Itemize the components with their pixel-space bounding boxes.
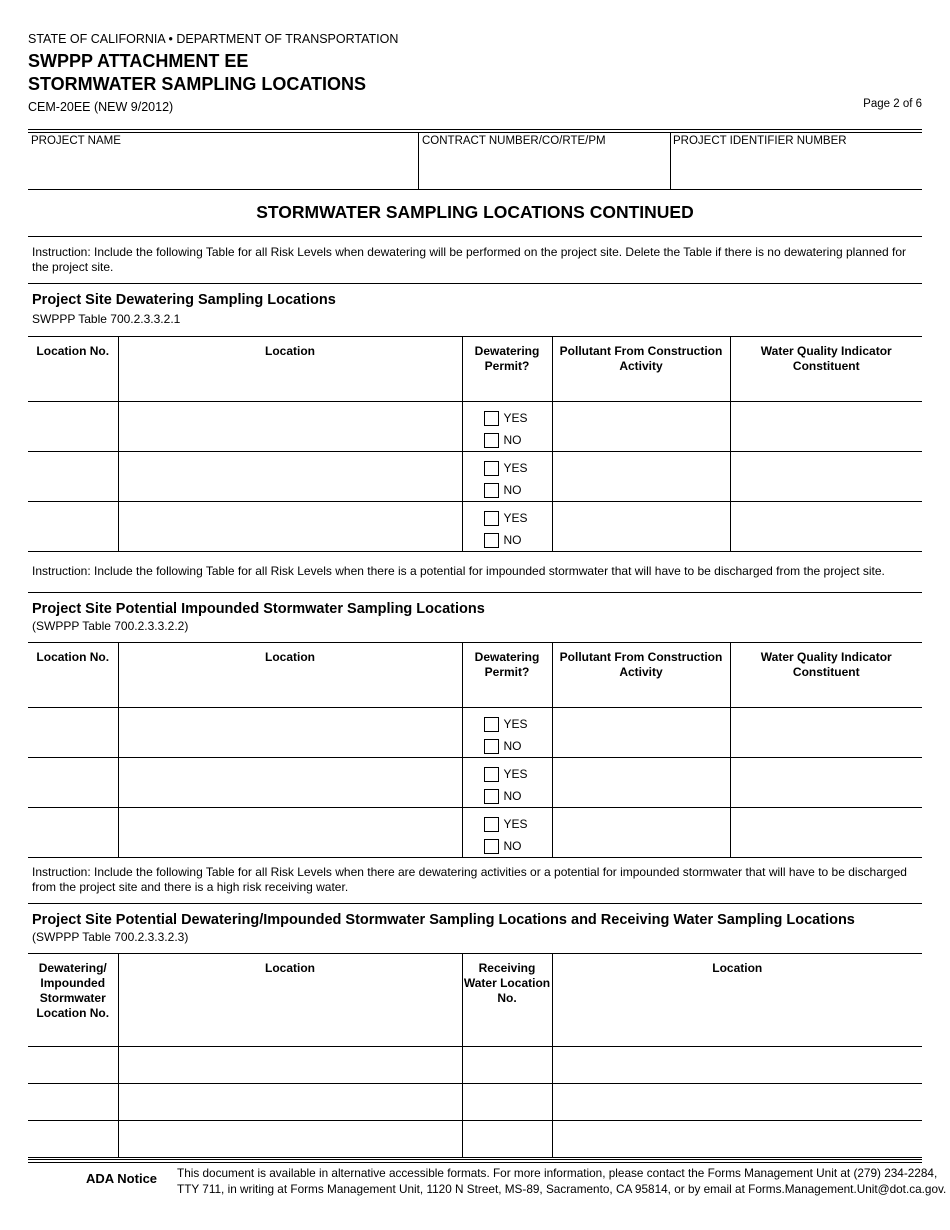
table-row (28, 1084, 922, 1121)
no-checkbox[interactable] (484, 789, 499, 804)
table-row (28, 1047, 922, 1084)
ada-notice-text (177, 1166, 946, 1197)
yes-checkbox[interactable] (484, 511, 499, 526)
checkbox-label: NO (503, 483, 522, 497)
cell-input[interactable] (552, 452, 730, 502)
cell-input[interactable] (28, 402, 118, 452)
table1-title: Project Site Dewatering Sampling Locations (32, 292, 336, 308)
checkbox-label: YES (503, 461, 528, 475)
cell-input[interactable] (730, 402, 922, 452)
col-pollutant: Pollutant From Construction Activity (552, 337, 730, 402)
cell-input[interactable] (462, 1047, 552, 1084)
col-location: Location (118, 954, 462, 1047)
ada-notice-label: ADA Notice (86, 1171, 158, 1186)
checkbox-label: YES (503, 511, 528, 525)
table-row (28, 758, 922, 808)
divider (418, 132, 419, 190)
agency-line: STATE OF CALIFORNIA • DEPARTMENT OF TRANSPORTATION (28, 32, 399, 46)
table2-title: Project Site Potential Impounded Stormwater Sampling Locations (32, 601, 485, 617)
checkbox-label: NO (503, 839, 522, 853)
table1-subtitle: SWPPP Table 700.2.3.3.2.1 (32, 312, 181, 326)
ada-line-2: TTY 711, in writing at Forms Management Unit, 1120 N Street, MS-89, Sacramento, CA 95814, or by email at Forms.Management.Unit@dot.ca.gov. (177, 1181, 947, 1196)
checkbox-label: NO (503, 533, 522, 547)
divider (28, 132, 922, 133)
divider (28, 592, 922, 593)
cell-input[interactable] (118, 1121, 462, 1158)
divider (670, 132, 671, 190)
page-number: Page 2 of 6 (863, 98, 922, 110)
col-receiving-water-location-no: Receiving Water Location No. (462, 954, 552, 1047)
table2-subtitle: (SWPPP Table 700.2.3.3.2.2) (32, 619, 189, 633)
col-dewatering-location-no: Dewatering/ Impounded Stormwater Location No. (28, 954, 118, 1047)
cell-input[interactable] (118, 402, 462, 452)
cell-input[interactable] (462, 1084, 552, 1121)
form-title: SWPPP ATTACHMENT EE (28, 51, 249, 71)
cell-input[interactable] (118, 808, 462, 858)
no-checkbox[interactable] (484, 483, 499, 498)
cell-input[interactable] (28, 452, 118, 502)
section-title: STORMWATER SAMPLING LOCATIONS CONTINUED (256, 202, 694, 222)
cell-input[interactable] (462, 1121, 552, 1158)
table-row (28, 1121, 922, 1158)
cell-input[interactable] (552, 708, 730, 758)
cell-input[interactable] (730, 808, 922, 858)
col-location-no: Location No. (28, 643, 118, 708)
form-subtitle: STORMWATER SAMPLING LOCATIONS (28, 74, 366, 94)
col-location-no: Location No. (28, 337, 118, 402)
cell-input[interactable] (552, 1121, 922, 1158)
cell-input[interactable] (552, 808, 730, 858)
divider (28, 283, 922, 284)
cell-input[interactable] (28, 1047, 118, 1084)
cell-input[interactable] (28, 708, 118, 758)
no-checkbox[interactable] (484, 739, 499, 754)
table3-instruction: Instruction: Include the following Table for all Risk Levels when there are dewatering activities or a potential for impounded stormwater that will have to be discharged from the project site and there is a high risk receiving water. (32, 865, 907, 894)
checkbox-label: YES (503, 411, 528, 425)
cell-input[interactable] (730, 502, 922, 552)
yes-checkbox[interactable] (484, 411, 499, 426)
no-checkbox[interactable] (484, 433, 499, 448)
cell-input[interactable] (28, 808, 118, 858)
cell-input[interactable] (552, 1084, 922, 1121)
checkbox-label: YES (503, 817, 528, 831)
project-identifier-field[interactable]: PROJECT IDENTIFIER NUMBER (673, 135, 847, 147)
col-location: Location (118, 337, 462, 402)
divider (28, 1159, 922, 1160)
yes-checkbox[interactable] (484, 717, 499, 732)
project-name-field[interactable]: PROJECT NAME (31, 135, 121, 147)
cell-input[interactable] (552, 758, 730, 808)
table3-title: Project Site Potential Dewatering/Impounded Stormwater Sampling Locations and Receiving Water Sampling Locations (32, 912, 855, 928)
cell-input[interactable] (118, 1047, 462, 1084)
cell-input[interactable] (552, 402, 730, 452)
cell-input[interactable] (552, 502, 730, 552)
cell-input[interactable] (118, 708, 462, 758)
table1 (28, 336, 922, 552)
cell-input[interactable] (28, 1121, 118, 1158)
table3 (28, 953, 922, 1158)
divider (28, 236, 922, 237)
table-row (28, 452, 922, 502)
checkbox-label: NO (503, 739, 522, 753)
yes-checkbox[interactable] (484, 817, 499, 832)
divider (28, 189, 922, 190)
cell-input[interactable] (552, 1047, 922, 1084)
form-number: CEM-20EE (NEW 9/2012) (28, 100, 174, 114)
cell-input[interactable] (28, 1084, 118, 1121)
checkbox-label: NO (503, 433, 522, 447)
col-water-quality: Water Quality Indicator Constituent (730, 337, 922, 402)
divider (28, 1162, 922, 1163)
cell-input[interactable] (118, 502, 462, 552)
col-location: Location (118, 643, 462, 708)
yes-checkbox[interactable] (484, 767, 499, 782)
table2 (28, 642, 922, 858)
table-row (28, 502, 922, 552)
checkbox-label: NO (503, 789, 522, 803)
cell-input[interactable] (730, 452, 922, 502)
cell-input[interactable] (118, 758, 462, 808)
cell-input[interactable] (118, 452, 462, 502)
contract-number-field[interactable]: CONTRACT NUMBER/CO/RTE/PM (422, 135, 606, 147)
cell-input[interactable] (28, 502, 118, 552)
no-checkbox[interactable] (484, 533, 499, 548)
ada-line-1: This document is available in alternative accessible formats. For more information, please contact the Forms Management Unit at (279) 234-2284, (177, 1166, 938, 1180)
table-row (28, 402, 922, 452)
table2-instruction: Instruction: Include the following Table for all Risk Levels when there is a potential for impounded stormwater that will have to be discharged from the project site. (32, 564, 885, 578)
cell-input[interactable] (730, 708, 922, 758)
checkbox-label: YES (503, 767, 528, 781)
col-pollutant: Pollutant From Construction Activity (552, 643, 730, 708)
divider (28, 903, 922, 904)
col-water-quality: Water Quality Indicator Constituent (730, 643, 922, 708)
checkbox-label: YES (503, 717, 528, 731)
cell-input[interactable] (730, 758, 922, 808)
col-dewatering-permit: Dewatering Permit? (462, 337, 552, 402)
table1-instruction: Instruction: Include the following Table for all Risk Levels when dewatering will be performed on the project site. Delete the Table if there is no dewatering planned for the project site. (32, 245, 907, 274)
no-checkbox[interactable] (484, 839, 499, 854)
table-row (28, 708, 922, 758)
divider (28, 129, 922, 130)
table3-subtitle: (SWPPP Table 700.2.3.3.2.3) (32, 930, 189, 944)
cell-input[interactable] (28, 758, 118, 808)
cell-input[interactable] (118, 1084, 462, 1121)
yes-checkbox[interactable] (484, 461, 499, 476)
col-receiving-location: Location (552, 954, 922, 1047)
col-dewatering-permit: Dewatering Permit? (462, 643, 552, 708)
table-row (28, 808, 922, 858)
